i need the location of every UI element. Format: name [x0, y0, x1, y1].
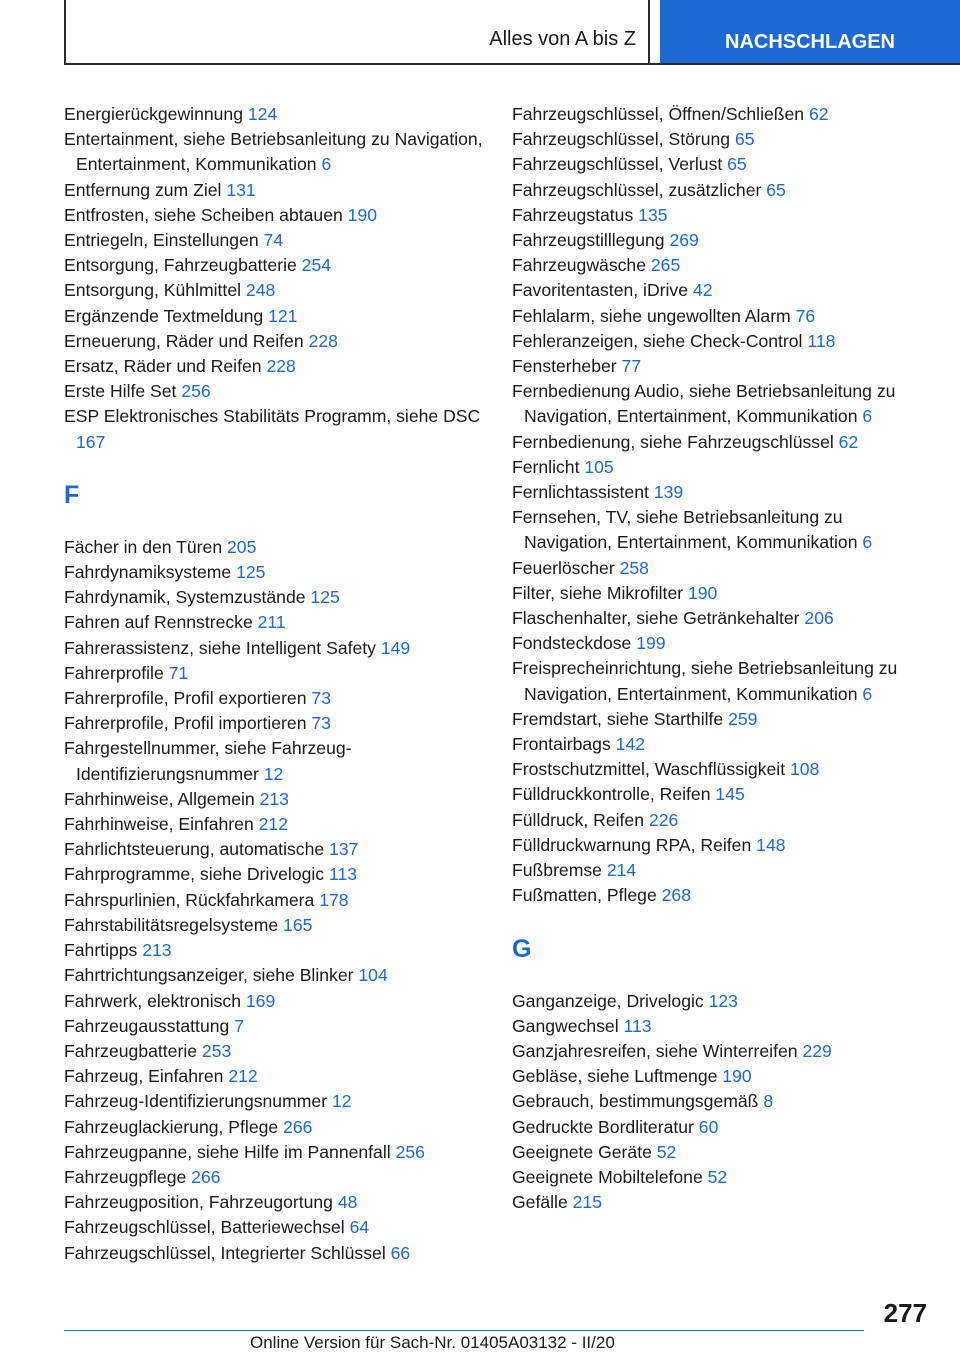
page-link[interactable]: 42 [692, 280, 713, 301]
index-entry [512, 127, 932, 152]
entry-term: Gefälle [512, 1192, 568, 1213]
index-entry [512, 606, 932, 631]
entry-term: Feuerlöscher [512, 557, 615, 578]
index-entry [512, 329, 932, 354]
page-link[interactable]: 12 [331, 1091, 352, 1112]
index-entry [64, 686, 484, 711]
page-link[interactable]: 190 [347, 204, 378, 225]
entry-term: Fernsehen, TV, siehe Betriebsanleitung zu Navigation, Entertainment, Kommunikation [512, 507, 858, 553]
index-entry [64, 862, 484, 887]
entry-term: Fahrwerk, elektronisch [64, 990, 241, 1011]
page-link[interactable]: 190 [687, 582, 718, 603]
entry-term: Fahrzeugpflege [64, 1166, 187, 1187]
page-link[interactable]: 190 [722, 1066, 752, 1087]
entry-term: Entsorgung, Kühlmittel [64, 280, 242, 301]
page-link[interactable]: 65 [727, 154, 747, 175]
index-entry [64, 938, 484, 963]
index-entry [512, 833, 932, 858]
page-link[interactable]: 199 [636, 633, 666, 654]
page-link[interactable]: 121 [268, 305, 298, 326]
entry-term: Freisprecheinrichtung, siehe Betriebsanleitung zu Navigation, Entertainment, Kommunikation [512, 658, 898, 704]
page-number: 277 [883, 1298, 927, 1328]
entry-term: Fahrzeugbatterie [64, 1040, 198, 1061]
page-link[interactable]: 256 [181, 381, 211, 402]
header-divider [648, 0, 650, 64]
entry-term: Fondsteckdose [512, 633, 632, 654]
index-entry [512, 354, 932, 379]
index-entry [64, 329, 484, 354]
section-title: Alles von A bis Z [489, 28, 636, 50]
page-link[interactable]: 65 [734, 129, 755, 150]
index-entry [512, 808, 932, 833]
entry-term: Entriegeln, Einstellungen [64, 230, 259, 251]
index-entry [512, 304, 932, 329]
index-entry [512, 989, 932, 1014]
page-link[interactable]: 12 [263, 763, 284, 784]
entry-term: Fehlalarm, siehe ungewollten Alarm [512, 305, 791, 326]
page-link[interactable]: 74 [263, 230, 284, 251]
entry-term: Fahrzeug-Identifizierungsnummer [64, 1091, 328, 1112]
index-entry [64, 636, 484, 661]
section-letter: G [512, 934, 532, 963]
page-link[interactable]: 229 [802, 1040, 832, 1061]
index-entry [64, 1190, 484, 1215]
index-entry [64, 1140, 484, 1165]
entry-term: Fahrerassistenz, siehe Intelligent Safety [64, 637, 376, 658]
entry-term: Fahrerprofile [64, 662, 164, 683]
page-link[interactable]: 169 [245, 990, 276, 1011]
index-entry [64, 278, 484, 303]
index-entry [512, 1039, 932, 1064]
index-entry [64, 178, 484, 203]
index-column-left [64, 102, 484, 1266]
entry-term: Fahrlichtsteuerung, automatische [64, 839, 325, 860]
index-entry [64, 379, 484, 404]
page-link[interactable]: 254 [301, 255, 332, 276]
page-link[interactable]: 226 [648, 809, 679, 830]
index-entry [64, 1089, 484, 1114]
index-entry [512, 102, 932, 127]
entry-term: Fahrtipps [64, 940, 138, 961]
page-link[interactable]: 139 [653, 482, 684, 503]
page-link[interactable]: 258 [619, 557, 649, 578]
index-entry [512, 253, 932, 278]
index-entry [512, 631, 932, 656]
index-entry [64, 787, 484, 812]
entry-term: Favoritentasten, iDrive [512, 280, 689, 301]
page-link[interactable]: 105 [584, 456, 614, 477]
page-link[interactable]: 269 [669, 230, 699, 251]
page-link[interactable]: 113 [328, 864, 358, 885]
index-entry [64, 228, 484, 253]
index-entry [64, 304, 484, 329]
index-entry [512, 1089, 932, 1114]
index-entry [512, 203, 932, 228]
index-entry [64, 812, 484, 837]
page-link[interactable]: 145 [715, 784, 745, 805]
entry-term: Fahrzeuglackierung, Pflege [64, 1116, 279, 1137]
page-link[interactable]: 212 [258, 814, 288, 835]
entry-term: Entertainment, siehe Betriebsanleitung zu Navigation, Entertainment, Kommunikation [64, 129, 483, 175]
page-link[interactable]: 266 [191, 1166, 221, 1187]
entry-term: Fahrzeugstatus [512, 204, 634, 225]
page-link[interactable]: 148 [756, 834, 786, 855]
page-link[interactable]: 60 [698, 1116, 719, 1137]
page-link[interactable]: 268 [661, 885, 691, 906]
index-entry [512, 480, 932, 505]
index-entry [64, 711, 484, 736]
entry-term: Ganzjahresreifen, siehe Winterreifen [512, 1040, 798, 1061]
entry-term: Fahrdynamik, Systemzustände [64, 587, 306, 608]
entry-term: Fahrzeugstilllegung [512, 230, 665, 251]
entry-term: Fahrerprofile, Profil importieren [64, 713, 307, 734]
index-entry [64, 837, 484, 862]
entry-term: Erneuerung, Räder und Reifen [64, 330, 304, 351]
entry-term: Fahrdynamiksysteme [64, 562, 232, 583]
index-entry [64, 404, 484, 454]
index-entry [64, 1241, 484, 1266]
page-link[interactable]: 211 [257, 612, 286, 633]
index-entry [512, 1165, 932, 1190]
page-link[interactable]: 8 [763, 1091, 774, 1112]
entry-term: Energierückgewinnung [64, 104, 243, 124]
page-link[interactable]: 77 [621, 356, 642, 377]
index-entry [512, 757, 932, 782]
index-entry [64, 1215, 484, 1240]
page-link[interactable]: 48 [337, 1192, 358, 1213]
index-entry [512, 707, 932, 732]
page-link[interactable]: 6 [321, 154, 332, 175]
index-entry [512, 455, 932, 480]
page-link[interactable]: 6 [862, 532, 873, 553]
page-link[interactable]: 52 [656, 1141, 677, 1162]
page-link[interactable]: 256 [395, 1141, 425, 1162]
page-link[interactable]: 178 [319, 889, 349, 910]
index-entry [512, 1014, 932, 1039]
page-link[interactable]: 253 [201, 1040, 232, 1061]
entry-term: Ergänzende Textmeldung [64, 305, 264, 326]
entry-term: Fahrzeugschlüssel, Störung [512, 129, 731, 150]
entry-term: Filter, siehe Mikrofilter [512, 582, 684, 603]
entry-term: Fahrzeugschlüssel, Batteriewechsel [64, 1217, 345, 1238]
entry-term: Fahrzeugschlüssel, Öffnen/Schließen [512, 104, 805, 124]
entry-term: Fernlichtassistent [512, 482, 649, 503]
entry-term: Entsorgung, Fahrzeugbatterie [64, 255, 297, 276]
page-link[interactable]: 135 [638, 204, 668, 225]
index-entry [64, 127, 484, 177]
index-entry [512, 379, 932, 429]
page-link[interactable]: 73 [311, 713, 331, 734]
page-link[interactable]: 215 [572, 1192, 602, 1213]
entry-term: Flaschenhalter, siehe Getränkehalter [512, 608, 800, 629]
index-entry [64, 1014, 484, 1039]
index-entry [64, 560, 484, 585]
entry-term: Fahrstabilitätsregelsysteme [64, 914, 279, 935]
page-link[interactable]: 125 [236, 562, 266, 583]
page-link[interactable]: 123 [708, 990, 738, 1011]
page-link[interactable]: 265 [650, 255, 681, 276]
entry-term: Fahrzeugschlüssel, Integrierter Schlüssel [64, 1242, 386, 1263]
index-entry [512, 430, 932, 455]
entry-term: Fülldruckwarnung RPA, Reifen [512, 834, 752, 855]
entry-term: Fahrhinweise, Allgemein [64, 788, 255, 809]
entry-term: Fahrzeugwäsche [512, 255, 646, 276]
page-link[interactable]: 124 [247, 104, 278, 124]
entry-term: Fahrzeug, Einfahren [64, 1066, 224, 1087]
page-link[interactable]: 7 [234, 1015, 244, 1036]
entry-term: Fensterheber [512, 356, 617, 377]
page-link[interactable]: 62 [838, 431, 859, 452]
entry-term: Fahrzeugposition, Fahrzeugortung [64, 1192, 333, 1213]
page-link[interactable]: 76 [795, 305, 816, 326]
page-link[interactable]: 125 [310, 587, 340, 608]
entry-term: Erste Hilfe Set [64, 381, 177, 402]
page-link[interactable]: 228 [266, 356, 296, 377]
index-entry [512, 581, 932, 606]
index-entry [64, 102, 484, 127]
index-entry [512, 858, 932, 883]
entry-term: Fahrzeugschlüssel, zusätzlicher [512, 179, 762, 200]
page-link[interactable]: 213 [259, 788, 289, 809]
page-link[interactable]: 142 [615, 734, 646, 755]
footer-version: Online Version für Sach-Nr. 01405A03132 - II/20 [250, 1333, 615, 1352]
entry-term: Fahrzeugausstattung [64, 1015, 230, 1036]
entry-term: Fremdstart, siehe Starthilfe [512, 708, 724, 729]
index-entry [64, 1115, 484, 1140]
entry-term: ESP Elektronisches Stabilitäts Programm, siehe DSC [64, 406, 481, 427]
index-entry [64, 535, 484, 560]
entry-term: Ersatz, Räder und Reifen [64, 356, 262, 377]
page-link[interactable]: 259 [728, 708, 758, 729]
page-link[interactable]: 118 [807, 330, 836, 351]
entry-term: Fernbedienung Audio, siehe Betriebsanleitung zu Navigation, Entertainment, Kommunikation [512, 381, 896, 427]
page-link[interactable]: 52 [707, 1166, 728, 1187]
entry-term: Fächer in den Türen [64, 536, 223, 557]
index-entry [64, 661, 484, 686]
page-link[interactable]: 228 [308, 330, 338, 351]
index-entry [64, 1064, 484, 1089]
entry-term: Entfernung zum Ziel [64, 179, 222, 200]
page-link[interactable]: 108 [790, 759, 820, 780]
entry-term: Frontairbags [512, 734, 611, 755]
page-link[interactable]: 6 [862, 683, 873, 704]
page-link[interactable]: 213 [142, 940, 172, 961]
entry-term: Fußmatten, Pflege [512, 885, 657, 906]
index-entry [512, 1064, 932, 1089]
entry-term: Fußbremse [512, 860, 602, 881]
entry-term: Geeignete Geräte [512, 1141, 652, 1162]
entry-term: Fahrerprofile, Profil exportieren [64, 688, 307, 709]
entry-term: Fülldruckkontrolle, Reifen [512, 784, 711, 805]
index-entry [64, 913, 484, 938]
index-entry [64, 610, 484, 635]
footer-rule [64, 1330, 864, 1331]
index-entry [64, 888, 484, 913]
page-link[interactable]: 167 [76, 431, 106, 452]
page-link[interactable]: 64 [349, 1217, 370, 1238]
page-link[interactable]: 62 [808, 104, 829, 124]
index-entry [64, 1165, 484, 1190]
entry-term: Gedruckte Bordliteratur [512, 1116, 694, 1137]
page-link[interactable]: 113 [623, 1015, 652, 1036]
index-entry [64, 736, 484, 786]
page-link[interactable]: 66 [390, 1242, 411, 1263]
index-entry [64, 585, 484, 610]
page-link[interactable]: 73 [311, 688, 331, 709]
index-entry [64, 1039, 484, 1064]
entry-term: Ganganzeige, Drivelogic [512, 990, 704, 1011]
page-link[interactable]: 149 [380, 637, 411, 658]
entry-term: Fernlicht [512, 456, 580, 477]
entry-term: Gebläse, siehe Luftmenge [512, 1066, 718, 1087]
entry-term: Fahrzeugpanne, siehe Hilfe im Pannenfall [64, 1141, 391, 1162]
page-link[interactable]: 214 [606, 860, 637, 881]
index-entry [64, 253, 484, 278]
index-entry [64, 963, 484, 988]
page-link[interactable]: 266 [283, 1116, 313, 1137]
entry-term: Geeignete Mobiltelefone [512, 1166, 703, 1187]
index-column-right [512, 102, 932, 1215]
page-link[interactable]: 212 [228, 1066, 258, 1087]
index-entry [512, 278, 932, 303]
entry-term: Fahrzeugschlüssel, Verlust [512, 154, 723, 175]
page-link[interactable]: 71 [168, 662, 189, 683]
section-letter: F [64, 480, 80, 509]
index-entry [512, 178, 932, 203]
index-entry [64, 203, 484, 228]
entry-term: Fahrgestellnummer, siehe Fahrzeug-Identifizierungsnummer [64, 738, 352, 784]
index-entry [512, 556, 932, 581]
index-entry [512, 1190, 932, 1215]
page-link[interactable]: 248 [245, 280, 276, 301]
index-entry [512, 883, 932, 908]
page-link[interactable]: 205 [227, 536, 257, 557]
entry-term: Fahrspurlinien, Rückfahrkamera [64, 889, 315, 910]
chapter-tab[interactable]: NACHSCHLAGEN [660, 0, 960, 63]
page-link[interactable]: 165 [283, 914, 313, 935]
entry-term: Fahrtrichtungsanzeiger, siehe Blinker [64, 965, 354, 986]
page-link[interactable]: 131 [226, 179, 256, 200]
entry-term: Fahrprogramme, siehe Drivelogic [64, 864, 325, 885]
index-entry [64, 989, 484, 1014]
page-link[interactable]: 104 [358, 965, 388, 986]
entry-term: Frostschutzmittel, Waschflüssigkeit [512, 759, 786, 780]
page-link[interactable]: 6 [862, 406, 873, 427]
index-entry [512, 1115, 932, 1140]
entry-term: Gebrauch, bestimmungsgemäß [512, 1091, 759, 1112]
index-entry [512, 228, 932, 253]
page-link[interactable]: 137 [329, 839, 359, 860]
entry-term: Fahren auf Rennstrecke [64, 612, 253, 633]
index-entry [512, 505, 932, 555]
header-rule [64, 63, 960, 65]
index-entry [512, 782, 932, 807]
index-entry [512, 732, 932, 757]
index-entry [512, 656, 932, 706]
entry-term: Gangwechsel [512, 1015, 619, 1036]
entry-term: Fahrhinweise, Einfahren [64, 814, 254, 835]
entry-term: Fernbedienung, siehe Fahrzeugschlüssel [512, 431, 834, 452]
entry-term: Fehleranzeigen, siehe Check-Control [512, 330, 803, 351]
index-entry [64, 354, 484, 379]
index-entry [512, 152, 932, 177]
entry-term: Fülldruck, Reifen [512, 809, 645, 830]
page-link[interactable]: 65 [766, 179, 786, 200]
index-entry [512, 1140, 932, 1165]
page-link[interactable]: 206 [804, 608, 834, 629]
entry-term: Entfrosten, siehe Scheiben abtauen [64, 204, 343, 225]
